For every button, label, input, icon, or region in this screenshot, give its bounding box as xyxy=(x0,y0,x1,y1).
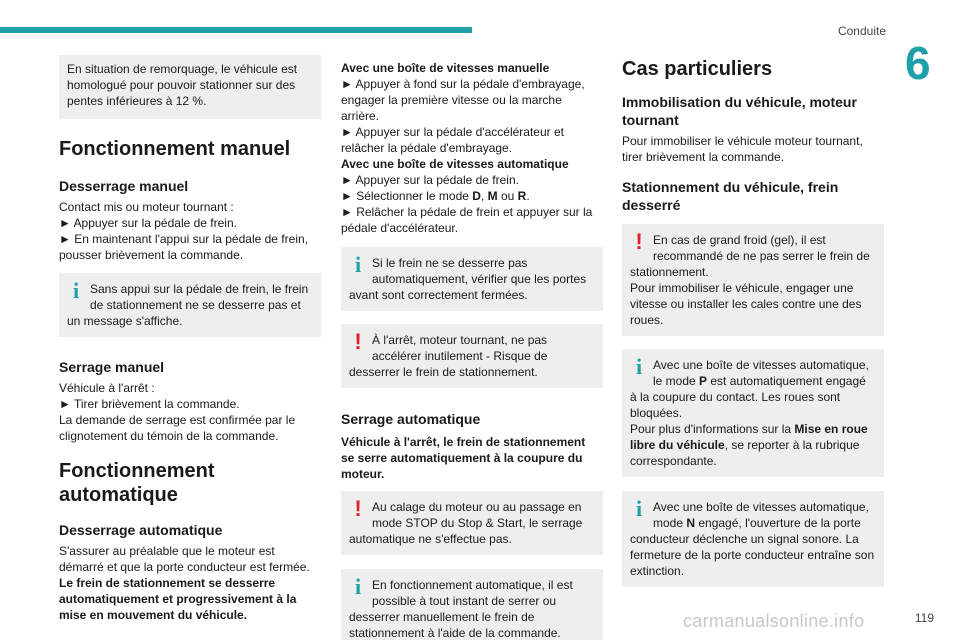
note-line: En situation de remorquage, le véhicule est xyxy=(67,62,298,76)
text-line: En cas de grand froid (gel), il est xyxy=(653,233,826,247)
text-line: mise en mouvement du véhicule. xyxy=(59,608,248,622)
heading-line: Stationnement du véhicule, frein xyxy=(622,179,839,195)
text-line: Avec une boîte de vitesses automatique, xyxy=(653,358,869,372)
text-line: La demande de serrage est confirmée par le xyxy=(59,413,296,427)
mode-r: R xyxy=(517,189,527,203)
mode-p: P xyxy=(699,374,708,388)
text-line: moteur. xyxy=(341,467,385,481)
text-span: est automatiquement engagé xyxy=(707,374,866,388)
heading-auto-release: Desserrage automatique xyxy=(59,522,223,538)
info-box xyxy=(341,247,603,311)
note-box xyxy=(59,55,321,119)
text-span: engagé, l'ouverture de la porte xyxy=(695,516,861,530)
info-icon: i xyxy=(72,278,80,303)
text-line xyxy=(341,188,603,204)
text-line: clignotement du témoin de la commande. xyxy=(59,429,279,443)
heading-line: Fonctionnement xyxy=(59,460,215,482)
info-box xyxy=(622,491,884,587)
info-box xyxy=(622,349,884,477)
note-line: homologué pour pouvoir stationner sur des xyxy=(67,78,296,92)
text-line: tirer brièvement la commande. xyxy=(622,150,785,164)
column-3 xyxy=(622,55,884,587)
text-line: ► Appuyer sur la pédale de frein. xyxy=(59,216,237,230)
watermark: carmanualsonline.info xyxy=(683,611,865,631)
text-line: ► Appuyer à fond sur la pédale d'embrayage, xyxy=(341,77,585,91)
heading-line: desserré xyxy=(622,197,681,213)
heading-line: tournant xyxy=(622,112,679,128)
text-line xyxy=(630,373,876,389)
mode-n: N xyxy=(686,516,696,530)
text-line: ► En maintenant l'appui sur la pédale de frein, xyxy=(59,232,308,246)
text-line: En fonctionnement automatique, il est xyxy=(372,578,573,592)
text-line: Pour immobiliser le véhicule, engager une xyxy=(630,281,854,295)
text-line: à la coupure du contact. Les roues sont xyxy=(630,390,841,404)
text-line: Le frein de stationnement se desserre xyxy=(59,576,276,590)
subheading-auto-gearbox: Avec une boîte de vitesses automatique xyxy=(341,157,569,171)
text-line: automatique ne s'effectue pas. xyxy=(349,532,512,546)
warning-box xyxy=(341,491,603,555)
text-span: Pour plus d'informations sur la xyxy=(630,422,795,436)
text-line: stationnement à l'aide de la commande. xyxy=(349,626,561,640)
text-line: ► Appuyer sur la pédale d'accélérateur et xyxy=(341,125,564,139)
info-box xyxy=(59,273,321,337)
warning-box xyxy=(341,324,603,388)
column-2 xyxy=(341,60,603,640)
heading-automatic xyxy=(59,459,321,507)
heading-line: Immobilisation du véhicule, moteur xyxy=(622,94,857,110)
text-span: , xyxy=(480,189,488,203)
text-line: correspondante. xyxy=(630,454,717,468)
text-line: pousser brièvement la commande. xyxy=(59,248,244,262)
text-line: de stationnement ne se desserre pas et xyxy=(90,298,301,312)
text-span: ou xyxy=(497,189,518,203)
text-line: stationnement. xyxy=(630,265,709,279)
auto-apply-text xyxy=(341,434,603,482)
text-span: , se reporter à la rubrique xyxy=(724,438,860,452)
info-icon: i xyxy=(354,574,362,599)
column-1 xyxy=(59,55,321,623)
heading-special-cases: Cas particuliers xyxy=(622,58,773,80)
heading-manual: Fonctionnement manuel xyxy=(59,138,291,160)
text-line: Contact mis ou moteur tournant : xyxy=(59,200,234,214)
text-line: Avec une boîte de vitesses automatique, xyxy=(653,500,869,514)
text-line: automatiquement, vérifier que les portes xyxy=(372,272,587,286)
text-line: desserrer manuellement le frein de xyxy=(349,610,535,624)
manual-apply-text xyxy=(59,380,321,444)
text-line: ► Tirer brièvement la commande. xyxy=(59,397,240,411)
text-line: desserrer le frein de stationnement. xyxy=(349,365,538,379)
heading-manual-apply: Serrage manuel xyxy=(59,359,165,375)
info-icon: i xyxy=(635,496,643,521)
page-number: 119 xyxy=(914,611,934,625)
info-icon: i xyxy=(354,252,362,277)
warning-icon: ! xyxy=(354,329,362,354)
text-line: démarré et que la porte conducteur est fermée. xyxy=(59,560,310,574)
warning-box xyxy=(622,224,884,336)
mode-m: M xyxy=(487,189,498,203)
text-line: automatiquement et progressivement à la xyxy=(59,592,297,606)
text-line: Au calage du moteur ou au passage en xyxy=(372,500,582,514)
auto-release-text xyxy=(59,543,321,623)
text-line: engager la première vitesse ou la marche xyxy=(341,93,562,107)
text-line: mode STOP du Stop & Start, le serrage xyxy=(372,516,583,530)
cross-reference: Mise en roue xyxy=(794,422,868,436)
manual-release-text xyxy=(59,199,321,263)
text-line: À l'arrêt, moteur tournant, ne pas xyxy=(372,333,548,347)
text-line: avant sont correctement fermées. xyxy=(349,288,528,302)
text-span: le mode xyxy=(653,374,700,388)
text-line: ► Relâcher la pédale de frein et appuyer sur la xyxy=(341,205,593,219)
warning-icon: ! xyxy=(635,229,643,254)
text-line: possible à tout instant de serrer ou xyxy=(372,594,557,608)
text-line: ► Appuyer sur la pédale de frein. xyxy=(341,173,519,187)
text-line xyxy=(630,437,876,453)
section-title: Conduite xyxy=(837,24,886,38)
heading-parking-released xyxy=(622,178,884,214)
mode-d: D xyxy=(472,189,481,203)
chapter-progress-bar xyxy=(0,27,472,33)
heading-auto-apply: Serrage automatique xyxy=(341,411,481,427)
text-line xyxy=(630,515,876,531)
heading-manual-release: Desserrage manuel xyxy=(59,178,189,194)
text-line: accélérer inutilement - Risque de xyxy=(372,349,548,363)
text-line: pédale d'accélérateur. xyxy=(341,221,459,235)
text-line: Sans appui sur la pédale de frein, le frein xyxy=(90,282,309,296)
text-span: ► Sélectionner le mode xyxy=(341,189,473,203)
text-line: bloquées. xyxy=(630,406,683,420)
cross-reference: libre du véhicule xyxy=(630,438,725,452)
text-span: . xyxy=(526,189,530,203)
subheading-manual-gearbox: Avec une boîte de vitesses manuelle xyxy=(341,61,550,75)
text-line: Véhicule à l'arrêt, le frein de stationnement xyxy=(341,435,586,449)
text-line: Si le frein ne se desserre pas xyxy=(372,256,528,270)
text-line xyxy=(630,421,876,437)
text-line: relâcher la pédale d'embrayage. xyxy=(341,141,513,155)
text-line: roues. xyxy=(630,313,664,327)
text-line: S'assurer au préalable que le moteur est xyxy=(59,544,275,558)
text-line: un message s'affiche. xyxy=(67,314,183,328)
text-line: se serre automatiquement à la coupure du xyxy=(341,451,583,465)
text-line: conducteur déclenche un signal sonore. La xyxy=(630,532,859,546)
text-line: Véhicule à l'arrêt : xyxy=(59,381,155,395)
text-line: arrière. xyxy=(341,109,380,123)
chapter-number: 6 xyxy=(905,37,931,89)
heading-immobilisation xyxy=(622,93,884,129)
heading-line: automatique xyxy=(59,484,178,506)
immobilisation-text xyxy=(622,133,884,165)
note-line: pentes inférieures à 12 %. xyxy=(67,94,207,108)
info-box xyxy=(341,569,603,640)
warning-icon: ! xyxy=(354,496,362,521)
text-line: vitesse ou installer les cales contre une des xyxy=(630,297,862,311)
info-icon: i xyxy=(635,354,643,379)
text-line: Pour immobiliser le véhicule moteur tournant, xyxy=(622,134,863,148)
text-line: extinction. xyxy=(630,564,685,578)
text-span: mode xyxy=(653,516,687,530)
text-line: recommandé de ne pas serrer le frein de xyxy=(653,249,870,263)
text-line: fermeture de la porte conducteur entraîne son xyxy=(630,548,875,562)
